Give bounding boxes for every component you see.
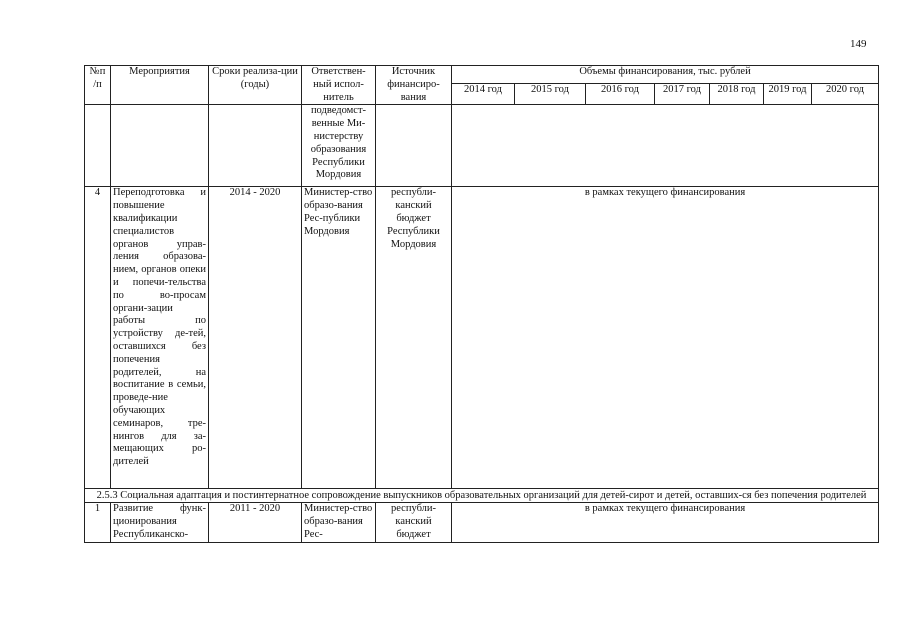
row-funding	[452, 105, 879, 187]
header-num: №п /п	[85, 66, 111, 105]
row-responsible: Министер-ство образо-вания Рес-публики Мордовия	[302, 187, 376, 489]
row-num: 1	[85, 503, 111, 542]
header-year: 2015 год	[515, 84, 586, 105]
table-row	[85, 503, 879, 542]
header-row	[85, 66, 879, 84]
row-source: республи-канский бюджет	[376, 503, 452, 542]
row-source	[376, 105, 452, 187]
row-responsible: Министер-ство образо-вания Рес-	[302, 503, 376, 542]
row-responsible: подведомст-венные Ми-нистерству образования Республики Мордовия	[302, 105, 376, 187]
header-year: 2020 год	[812, 84, 879, 105]
row-funding: в рамках текущего финансирования	[452, 503, 879, 542]
row-event	[111, 105, 209, 187]
row-funding: в рамках текущего финансирования	[452, 187, 879, 489]
header-year: 2016 год	[586, 84, 655, 105]
header-year: 2014 год	[452, 84, 515, 105]
header-funding: Объемы финансирования, тыс. рублей	[452, 66, 879, 84]
row-num: 4	[85, 187, 111, 489]
header-source: Источник финансиро-вания	[376, 66, 452, 105]
header-year: 2018 год	[710, 84, 764, 105]
financing-table	[84, 65, 879, 543]
row-terms	[209, 105, 302, 187]
row-event: Переподготовка и повышение квалификации специалистов органов управ-ления образова-нием, органов опеки и попечи-тельства по во-просам органи-зации работы по устройству де-тей, оставшихся без попечения родителей, на воспитание в семьи, проведе-ние обучающих семинаров, тре-нингов для за-мещающих ро-дителей	[111, 187, 209, 489]
header-responsible: Ответствен-ный испол-нитель	[302, 66, 376, 105]
row-terms: 2011 - 2020	[209, 503, 302, 542]
row-num	[85, 105, 111, 187]
section-row	[85, 489, 879, 503]
header-terms: Сроки реализа-ции (годы)	[209, 66, 302, 105]
row-terms: 2014 - 2020	[209, 187, 302, 489]
header-year: 2017 год	[655, 84, 710, 105]
page-number: 149	[850, 38, 867, 50]
table-row	[85, 187, 879, 489]
header-year: 2019 год	[764, 84, 812, 105]
header-event: Мероприятия	[111, 66, 209, 105]
table-row	[85, 105, 879, 187]
row-source: республи-канский бюджет Республики Мордовия	[376, 187, 452, 489]
section-title: 2.5.3 Социальная адаптация и постинтернатное сопровождение выпускников образовательных организаций для детей-сирот и детей, оставших-ся без попечения родителей	[85, 489, 879, 503]
row-event: Развитие функ-ционирования Республиканско-	[111, 503, 209, 542]
